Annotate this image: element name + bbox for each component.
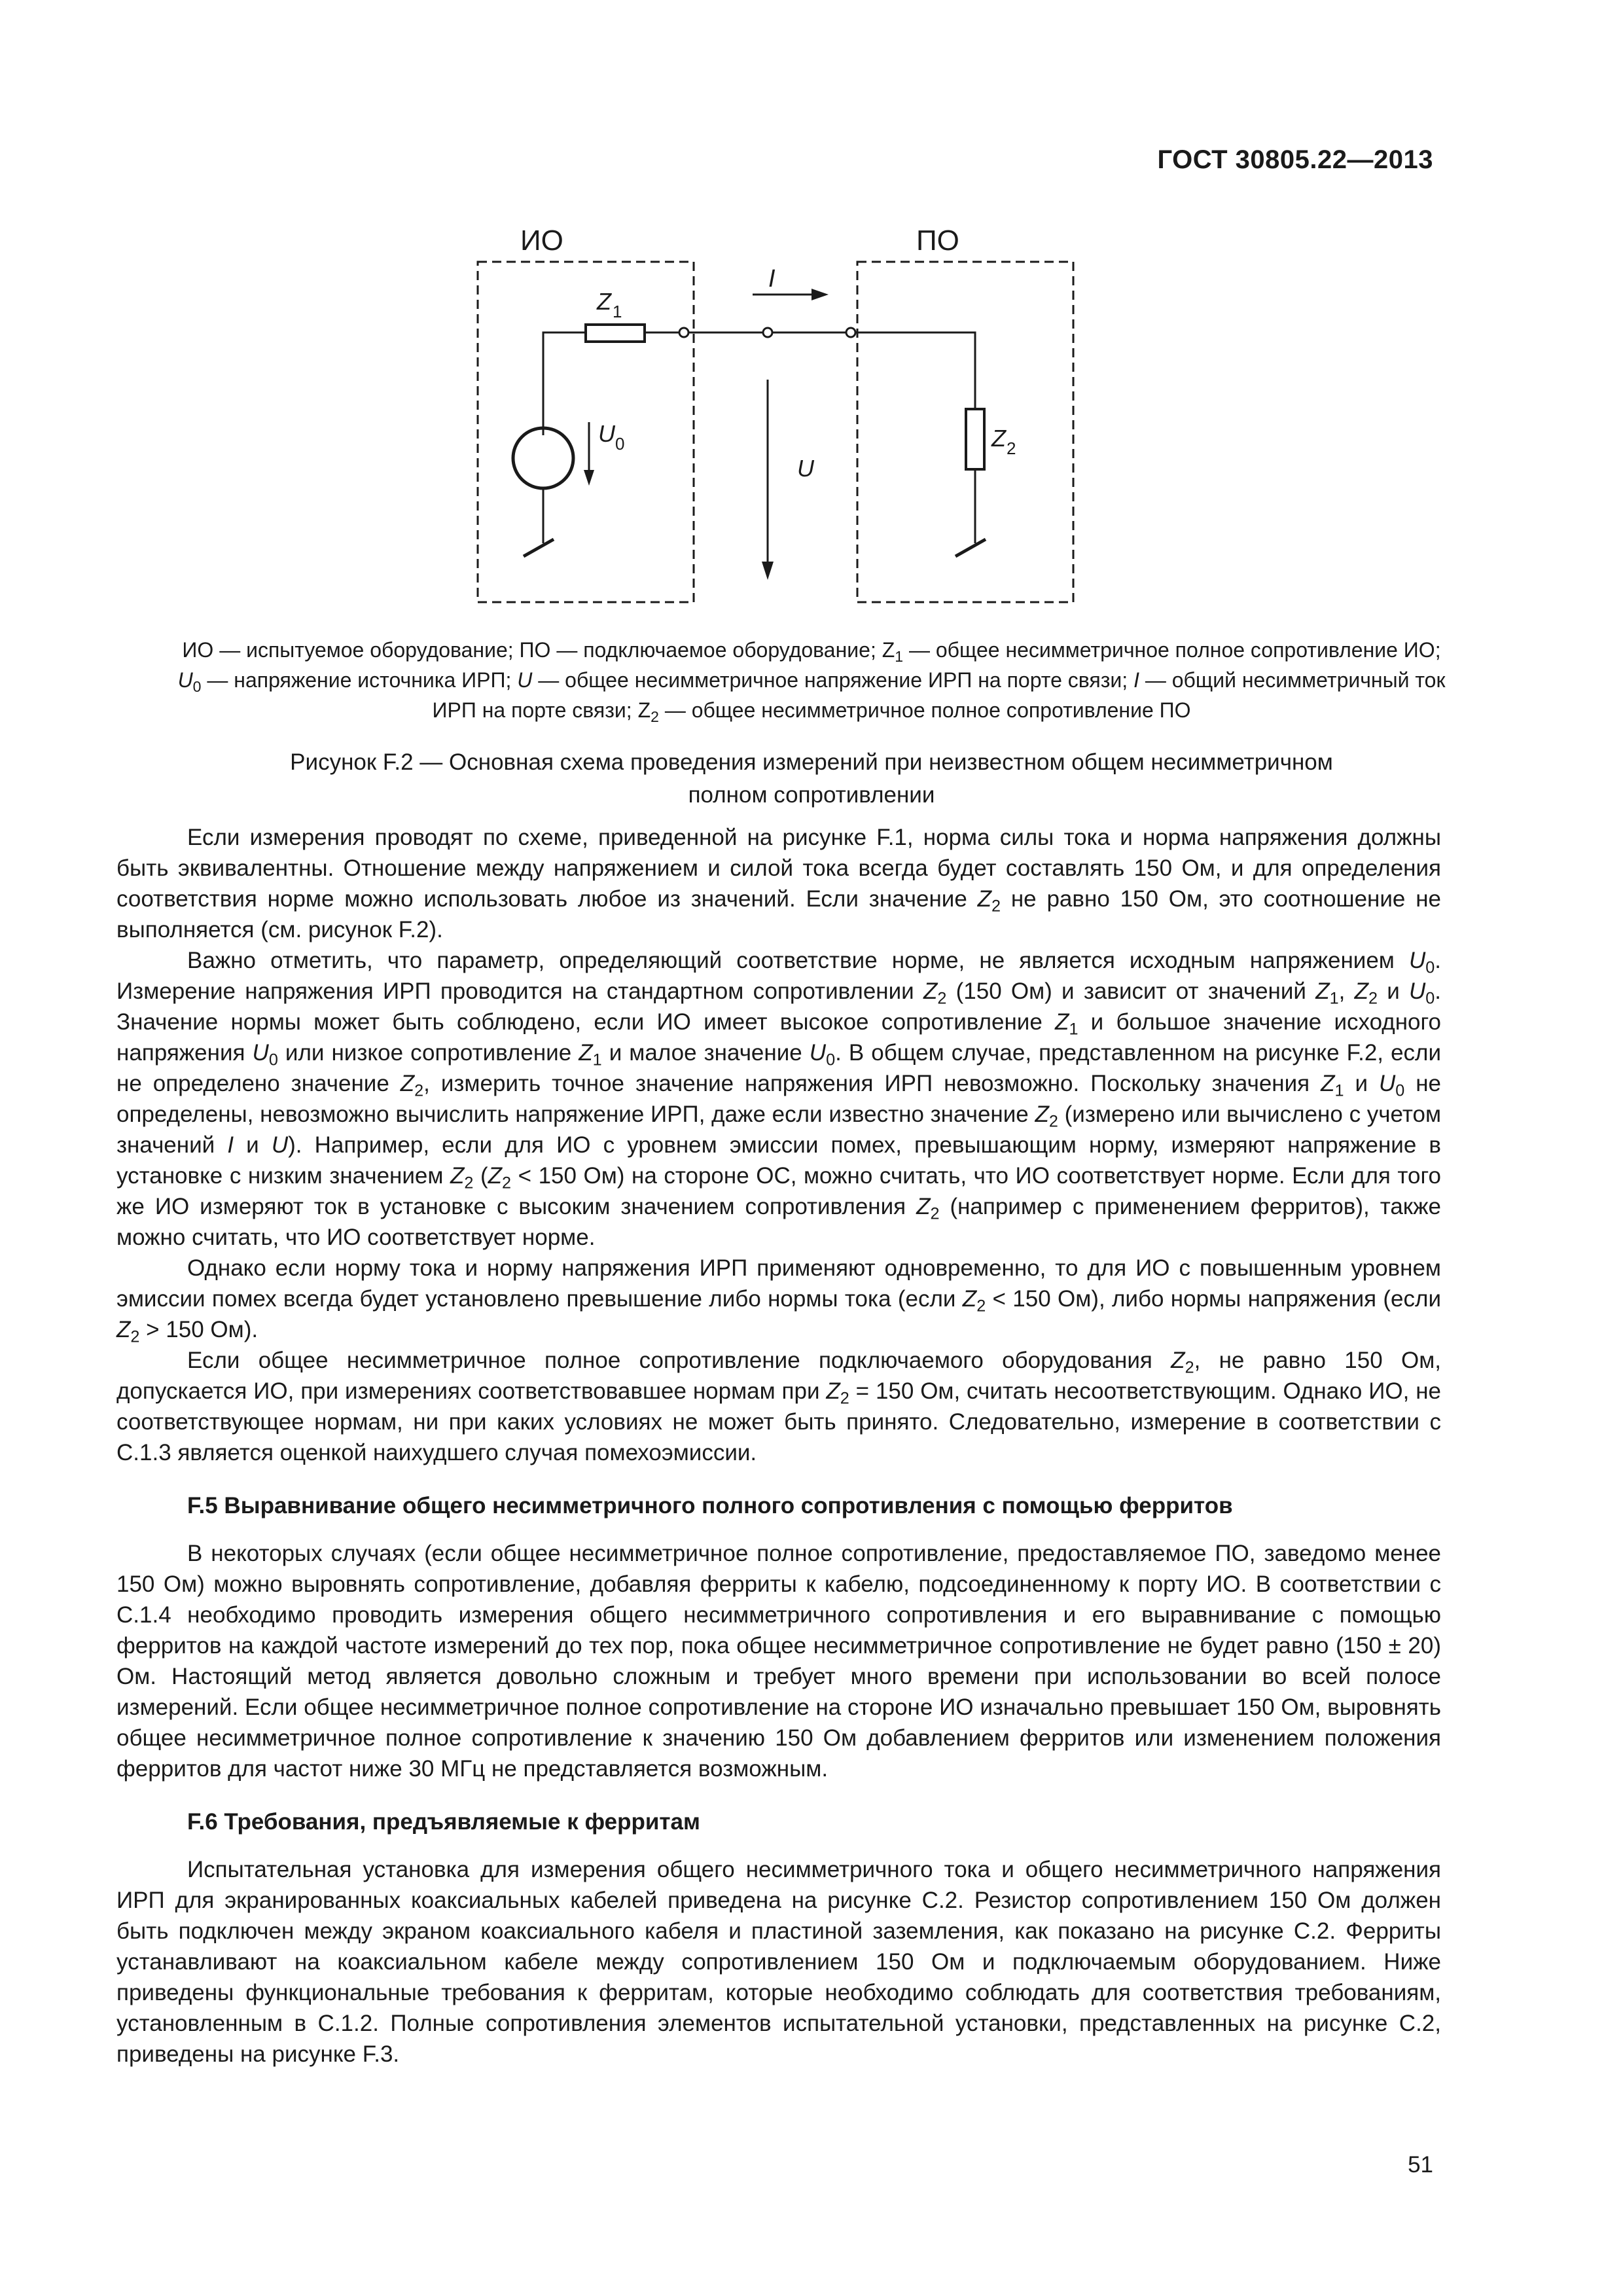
u-arrow-head	[762, 562, 774, 580]
paragraph: Если общее несимметричное полное сопротивление подключаемого оборудования $Z_2$, не равно 150 Ом, допускается ИО, при измерениях соответствовавшее нормам при $Z_2 = 150$ Ом, считать несоответствующим. Однако ИО, не соответствующее нормам, ни при каких условиях не может быть принято. Следовательно, измерение в соответствии с С.1.3 является оценкой наихудшего случая помехоэмиссии.	[116, 1348, 1442, 1465]
section-heading-f6: F.6 Требования, предъявляемые к ферритам	[187, 1809, 700, 1835]
paragraph: Однако если норму тока и норму напряжения ИРП применяют одновременно, то для ИО с повышенным уровнем эмиссии помех всегда будет установлено превышение либо нормы тока (если $Z_2 < 150$ Ом), либо нормы напряжения (если $Z_2 > 150$ Ом).	[116, 1255, 1441, 1346]
u0-arrow-head	[584, 470, 594, 486]
ae-label: ПО	[916, 224, 959, 257]
legend-line-2: $U_0$ — напряжение источника ИРП; U — общее несимметричное напряжение ИРП на порте связи; I — общий несимметричный ток	[177, 668, 1446, 695]
figure-legend	[118, 635, 1505, 725]
terminal-mid	[763, 328, 772, 337]
body-text	[116, 822, 1441, 2070]
page-number: 51	[1408, 2152, 1433, 2178]
paragraph: Важно отметить, что параметр, определяющий соответствие норме, не является исходным напряжением $U_0$. Измерение напряжения ИРП проводится на стандартном сопротивлении $Z_2$ (150 Ом) и зависит от значений $Z_1$, $Z_2$ и $U_0$. Значение нормы может быть соблюдено, если ИО имеет высокое сопротивление $Z_1$ и большое значение исходного напряжения $U_0$ или низкое сопротивление $Z_1$ и малое значение $U_0$. В общем случае, представленном на рисунке F.2, если не определено значение $Z_2$, измерить точное значение напряжения ИРП невозможно. Поскольку значения $Z_1$ и $U_0$ не определены, невозможно вычислить напряжение ИРП, даже если известно значение $Z_2$ (измерено или вычислено с учетом значений I и U). Например, если для ИО с уровнем эмиссии помех, превышающим норму, измеряют напряжение в установке с низким значением $Z_2$ ($Z_2 < 150$ Ом) на стороне ОС, можно считать, что ИО соответствует норме. Если для того же ИО измеряют ток в установке с высоким значением сопротивления $Z_2$ (например с применением ферритов), также можно считать, что ИО соответствует норме.	[116, 948, 1442, 1250]
legend-line-3: ИРП на порте связи; $Z_2$ — общее несимметричное полное сопротивление ПО	[432, 698, 1191, 725]
legend-line-1: ИО — испытуемое оборудование; ПО — подключаемое оборудование; $Z_1$ — общее несимметричное полное сопротивление ИО;	[182, 638, 1441, 665]
z1-sub: 1	[613, 302, 622, 321]
u0-sub: 0	[615, 434, 625, 454]
u-label: U	[797, 455, 814, 482]
ground-right	[955, 539, 986, 556]
z1-resistor	[586, 325, 645, 342]
section-heading-f5: F.5 Выравнивание общего несимметричного полного сопротивления с помощью ферритов	[187, 1493, 1233, 1518]
z1-label: Z	[597, 288, 611, 315]
u0-source	[513, 428, 573, 488]
terminal-eut	[679, 328, 688, 337]
u0-label: U	[598, 420, 615, 447]
z2-resistor	[966, 409, 984, 469]
z2-sub: 2	[1007, 439, 1016, 458]
eut-label: ИО	[520, 224, 563, 257]
eut-box	[478, 262, 694, 602]
z2-label: Z	[991, 425, 1006, 452]
current-arrow-head	[812, 289, 829, 300]
terminal-ae	[846, 328, 855, 337]
paragraph: Испытательная установка для измерения общего несимметричного тока и общего несимметричного напряжения ИРП для экранированных коаксиальных кабелей приведена на рисунке С.2. Резистор сопротивлением 150 Ом должен быть подключен между экраном коаксиального кабеля и пластиной заземления, как показано на рисунке С.2. Ферриты устанавливают на коаксиальном кабеле между сопротивлением 150 Ом и подключаемым оборудованием. Ниже приведены функциональные требования к ферритам, которые необходимо соблюдать для соответствия требованиям, установленным в С.1.2. Полные сопротивления элементов испытательной установки, представленных на рисунке С.2, приведены на рисунке F.3.	[116, 1857, 1441, 2067]
paragraph: В некоторых случаях (если общее несимметричное полное сопротивление, предоставляемое ПО, заведомо менее 150 Ом) можно выровнять сопротивление, добавляя ферриты к кабелю, подсоединенному к порту ИО. В соответствии с С.1.4 необходимо проводить измерения общего несимметричного сопротивления и его выравнивание с помощью ферритов на каждой частоте измерений до тех пор, пока общее несимметричное сопротивление не будет равно (150 ± 20) Ом. Настоящий метод является довольно сложным и требует много времени при использовании во всей полосе измерений. Если общее несимметричное полное сопротивление на стороне ИО изначально превышает 150 Ом, выровнять общее несимметричное полное сопротивление к значению 150 Ом добавлением ферритов или изменением положения ферритов для частот ниже 30 МГц не представляется возможным.	[116, 1541, 1441, 1782]
paragraph: Если измерения проводят по схеме, приведенной на рисунке F.1, норма силы тока и норма напряжения должны быть эквивалентны. Отношение между напряжением и силой тока всегда будет составлять 150 Ом, и для определения соответствия норме можно использовать любое из значений. Если значение $Z_2$ не равно 150 Ом, это соотношение не выполняется (см. рисунок F.2).	[116, 825, 1441, 942]
current-label: I	[768, 265, 776, 293]
circuit-diagram	[458, 209, 1165, 615]
standard-header: ГОСТ 30805.22—2013	[1157, 145, 1433, 174]
ground-left	[524, 539, 554, 556]
figure-caption: Рисунок F.2 — Основная схема проведения измерений при неизвестном общем несимметричном полном сопротивлении	[290, 749, 1333, 808]
